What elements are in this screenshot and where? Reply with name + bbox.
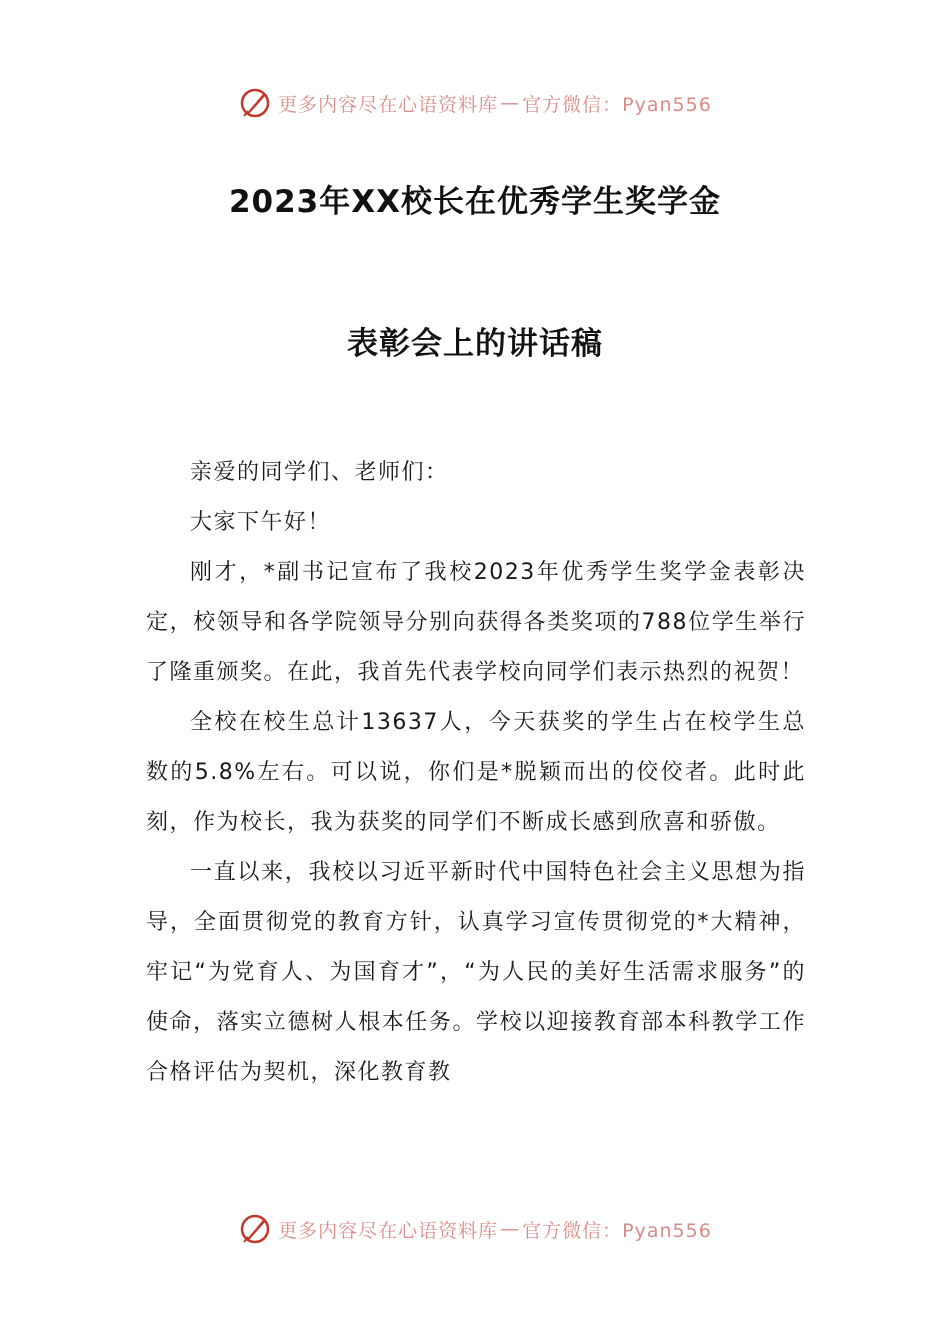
title-line-2: 表彰会上的讲话稿 xyxy=(347,326,603,362)
watermark-contact: 官方微信：Pyan556 xyxy=(522,93,712,116)
salutation: 亲爱的同学们、老师们： xyxy=(190,460,449,485)
title-line-1: 2023年XX校长在优秀学生奖学金 xyxy=(228,184,722,220)
watermark-text: 更多内容尽在心语资料库 xyxy=(278,93,499,116)
watermark-contact: 官方微信：Pyan556 xyxy=(522,1219,712,1242)
footer-watermark xyxy=(0,1212,950,1246)
paragraph: 刚才，*副书记宣布了我校2023年优秀学生奖学金表彰决定，校领导和各学院领导分别向获得各类奖项的788位学生举行了隆重颁奖。在此，我首先代表学校向同学们表示热烈的祝贺！ xyxy=(146,560,806,685)
quill-logo-icon xyxy=(238,1212,272,1246)
speech-body xyxy=(146,448,806,1098)
paragraph: 一直以来，我校以习近平新时代中国特色社会主义思想为指导，全面贯彻党的教育方针，认真学习宣传贯彻党的*大精神，牢记“为党育人、为国育才”，“为人民的美好生活需求服务”的使命，落实立德树人根本任务。学校以迎接教育部本科教学工作合格评估为契机，深化教育教 xyxy=(146,860,806,1085)
greeting: 大家下午好！ xyxy=(190,510,332,535)
header-watermark xyxy=(0,86,950,120)
watermark-text: 更多内容尽在心语资料库 xyxy=(278,1219,499,1242)
quill-logo-icon xyxy=(238,86,272,120)
watermark-dash: — xyxy=(500,1218,521,1240)
paragraph: 全校在校生总计13637人，今天获奖的学生占在校学生总数的5.8%左右。可以说，你们是*脱颖而出的佼佼者。此时此刻，作为校长，我为获奖的同学们不断成长感到欣喜和骄傲。 xyxy=(146,710,806,835)
watermark-dash: — xyxy=(500,92,521,114)
